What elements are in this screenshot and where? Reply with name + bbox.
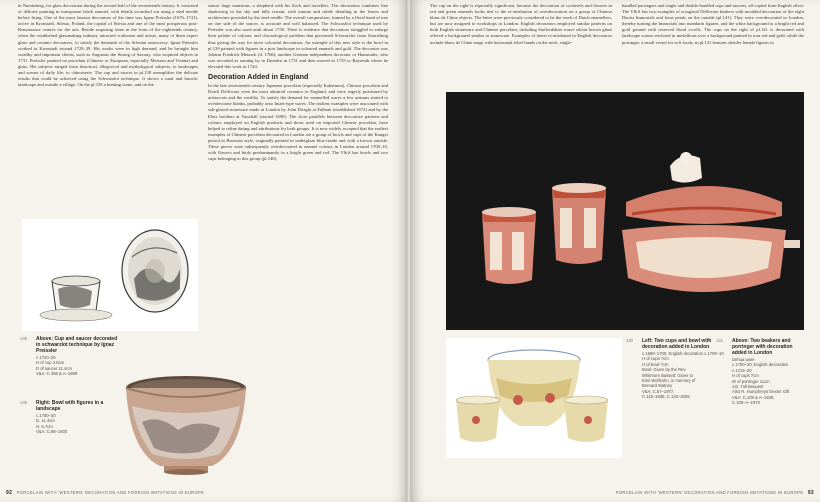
caption-139 [20,400,116,444]
caption-139-number: 139 [20,400,27,405]
caption-139-line: V&A: C.98–1930 [36,429,68,435]
caption-139-line: H. 8.7cm [36,423,53,429]
right-column-2-text: handled porringers and single and double-handled cups and saucers, all copied from English silver. The V&A has two examples of octagonal Delftware beakers with moulded decoration of the eight Daoist Immortals and lotus petals on the outside (pl.141). They were overdecorated in London, thereby turning the Immortals into mandarin figures, and the white background to a bright red and gold ground with reserved floral scrolls. The cups on the right of pl.141 is decorated with landscape scenes enclosed in medallions over a background painted in iron red and gold, while the porringer, a small vessel for soft foods, in pl.141 features slender female figures in [622,3,804,45]
caption-140-line: Whitmore Bassett; Given to [642,372,693,378]
left-column-2-text-a: saucer large mansions, a shepherd with his flock and travellers. The decoration combines fine shadowing in the sky and hilly terrain, with minute and subtle detailing in the leaves and architecture provided by the steel needle. The overall composition, framed by a floral band of tree on one side of the saucer, is accurate and well balanced. The Schwarzlot technique used by Preissler was also used until about 1750. There is evidence that decorators struggled to enlarge their palette of colours, and chronological problem that prevented Schwarzlot from flourishing thus giving the way for more colourful decoration. An example of this new style is the bowl in pl.139 painted with figures in a port landscape in coloured enamels and gold. The decorator was Johann Friedrich Metzsch (d. 1766), another German independent decorator or Hausmaler, who was recorded as earning by in Dresden in 1731 and then moved in 1735 to Bayreuth where he elevated this work in 1744. [208,3,388,69]
left-column-1 [18,3,198,215]
caption-139-title: Right: Bowl with figures in a landscape [36,400,104,412]
caption-140-number: 140 [626,338,633,343]
right-column-2 [622,3,804,83]
caption-141-line: J.B. Tull Bequest [732,384,764,390]
right-page [410,0,820,502]
caption-141-line: H of cups 7cm [732,373,759,379]
caption-138 [20,336,120,377]
caption-141-line: c.1700–20; English decoration [732,362,789,368]
caption-141-line: c.1715–20 [732,367,752,373]
caption-141-title: Above: Two beakers and porringer with decoration added in London [732,338,793,356]
photo-beakers-and-porringer [446,92,804,330]
caption-140-line: H of bowl 7cm [642,361,669,367]
caption-140-title: Left: Two cups and bowl with decoration added in London [642,338,712,350]
right-footer [616,490,814,496]
caption-141-line: C.109–A–1970 [732,400,760,406]
left-page-number: 92 [6,490,13,496]
caption-141-line: V&A: C.109 & A–1936; [732,394,775,400]
caption-140-line: c.1690–1700; English decoration c.1700–10 [642,351,724,356]
left-column-2 [208,3,388,333]
caption-141-line: Also R. Humphreys Dexter Gift [732,389,790,395]
right-column-1 [430,3,612,83]
caption-141-line: Dehua ware [732,357,755,362]
caption-141-number: 141 [716,338,723,343]
left-running-title: PORCELAIN WITH 'WESTERN' DECORATION AND FOREIGN IMITATIONS IN EUROPE [16,490,205,495]
caption-140-line: C.119–1936, C.133–2005 [642,394,690,400]
right-running-title: PORCELAIN WITH 'WESTERN' DECORATION AND FOREIGN IMITATIONS IN EUROPE [615,490,804,495]
left-footer [6,490,204,496]
caption-141-line: W of porringer 11cm [732,378,770,384]
photo-bowl-with-figures [120,372,252,480]
caption-140-line: Bowl: Given by the Rev. [642,367,687,373]
caption-138-line: V&A: C.466 & A–1899 [36,371,78,377]
caption-140-line: H of cups 7cm [642,356,669,362]
caption-138-title: Above: Cup and saucer decorated in schwarzlot technique by Ignaz Preissler [36,336,118,354]
right-column-1-text: The cup on the right is especially significant, because the decoration of cockerels and flowers in red and green enamels looks tied to the re-attribution of overdecoration on a group of Chinese blanc de Chine objects. The latter were previously considered to be the work of Dutch enamellers, but are now assigned to workshops in London. English decorators employed similar patterns on both English stoneware and Chinese porcelain, including Staffordshire wares whose brown glaze offered a background similar to stoneware. Examples of items re-attributed to English decorators include blanc de Chine mugs with horizontal relief bands on the neck, single- [430,3,612,45]
caption-140-line: Bernard Watney [642,383,673,389]
caption-138-line: c.1720–25 [36,355,56,360]
left-column-1-text: in Nuremberg, for glass decoration during the second half of the seventeenth century. It consisted of delicate painting in transparent black enamel, with details scratched out using a steel needle before firing. One of the most famous decorators of the time was Ignaz Preissler (1676–1741), active in Kronstadt, Silesia, Poland, the capital of Silesia and one of the most prosperous post-Renaissance centres for the arts. Beside acquiring fame in the form of the eighteenth century, when the established glassmaking industry attracted craftsmen and artists, many of them expert glass and ceramic decorators, to satisfy the demands of the Silesian aristocracy. Ignaz Preissler worked in Kronstadt around 1729–39. His works were in high demand, and he brought him wealthy and important clients, such as Augustus the Strong of Saxony, who acquired objects in 1731. Preissler painted on porcelain (Chinese or European, especially Meissen and Vienna) and glass. His subjects ranged from historical, allegorical and mythological subjects, to landscapes and scenes of daily life, to chinoiserie. The cup and saucer in pl.138 exemplifies the delicate results that could be achieved using the Schwarzlot technique. It shows a rural and bucolic landscape and outside a village. On the pl.139 a hunting scene, and on the [18,3,198,88]
photo-cup-and-saucer [22,219,198,331]
caption-139-line: D. 11.4cm [36,418,55,424]
caption-138-line: D of saucer 11.4cm [36,365,72,371]
caption-140-line: Emil Wolfsohn, in memory of [642,378,696,384]
left-column-2-text-b: In the late seventeenth century Japanese porcelain (especially Kakiemon), Chinese porcelain and Dutch Delftware were the most admired ceramics in England, and were eagerly purchased by aristocrats and the wealthy. To satisfy the demand for enamelled wares a few artisans started to overdecorate blanks, probably onto Imari-type wares. The earliest examples were associated with salt-glazed stoneware made in London by John Dwight at Fulham (established 1672) and by the Elers brothers at Vauxhall (started 1690). The close parallels between decorative patterns and colours employed on English products and those used on imported Chinese porcelain, have helped to refine dating and attributions for both groups. It is now widely accepted that the earliest examples of Chinese porcelain decorated in London are a group of bowls and cups of the Kangxi period in Batavian style, originally painted in underglaze blue inside and with a brown outside. These pieces were subsequently overdecorated in enamel colours in London around 1700–10, with flowers and birds predominantly in a bright green and red. The V&A has bowls and two cups belonging to this group (pl.140). [208,83,388,162]
caption-138-number: 138 [20,336,27,341]
caption-139-line: c.1700–20 [36,413,56,418]
right-page-number: 93 [807,490,814,496]
photo-two-cups-and-bowl [446,338,622,458]
caption-141 [716,338,808,462]
section-heading: Decoration Added in England [208,72,309,82]
caption-140-line: V&A: C.67–1977, [642,388,675,394]
left-page [0,0,408,502]
caption-138-line: H of cup 3.8cm [36,360,65,366]
